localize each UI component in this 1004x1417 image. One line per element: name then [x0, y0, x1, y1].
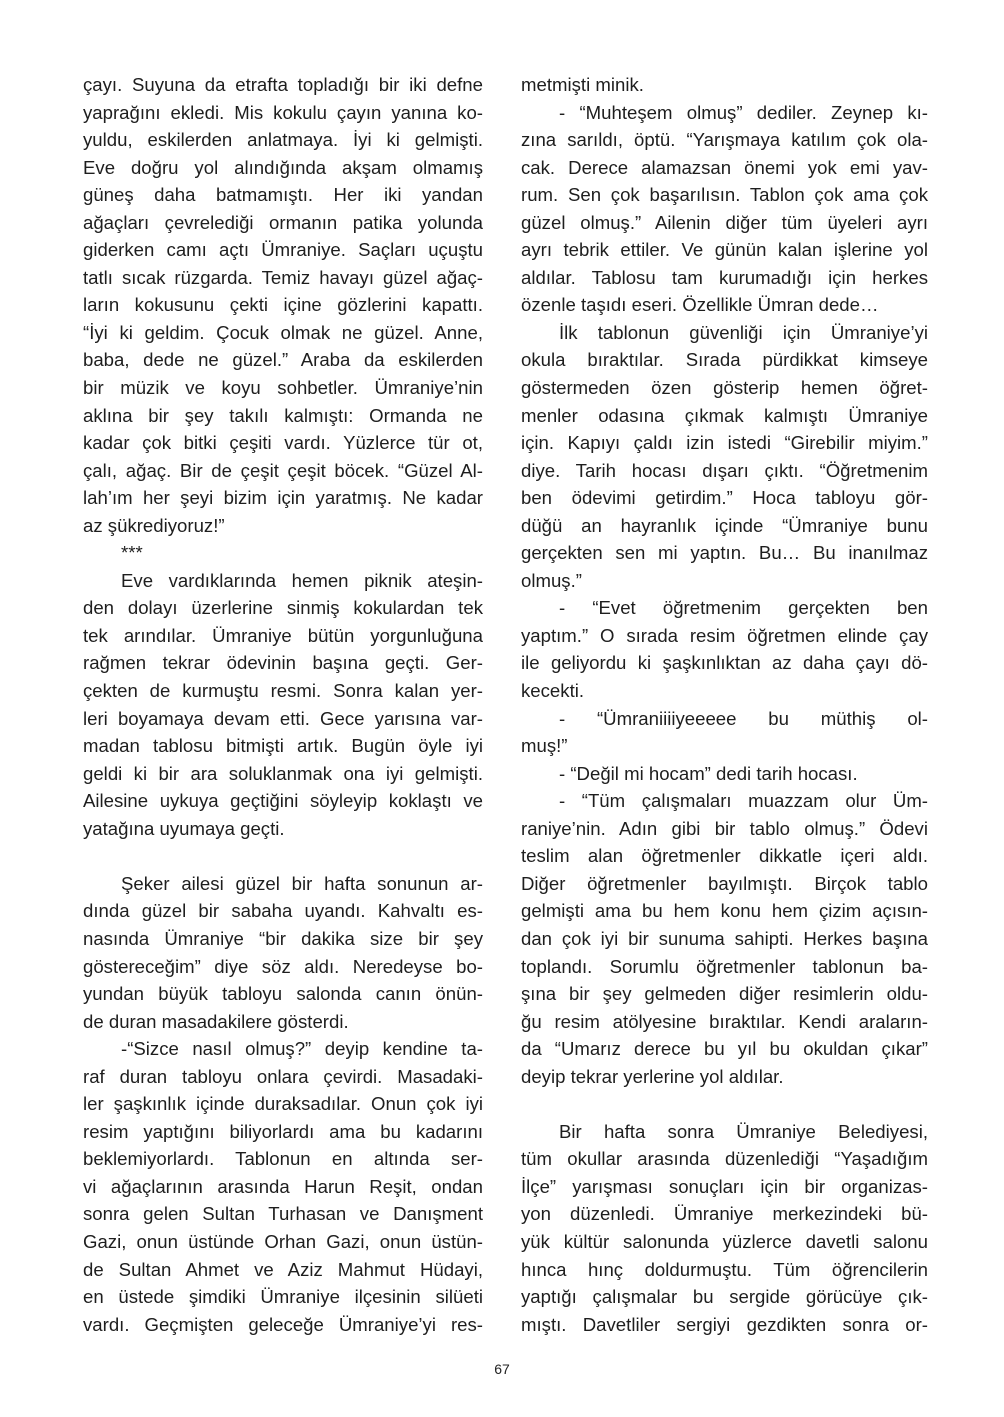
text-line: okula bıraktılar. Sırada pürdikkat kimseye	[521, 349, 928, 371]
text-line: deyip tekrar yerlerine yol aldılar.	[521, 1065, 784, 1087]
text-line: ile geliyordu ki şaşkınlıktan az daha çayı dö-	[521, 652, 928, 674]
text-line: sonra gelen Sultan Turhasan ve Danışment	[83, 1203, 483, 1225]
text-line: da “Umarız derece bu yıl bu okuldan çıkar”	[521, 1038, 928, 1060]
text-line: yuldu, eskilerden anlatmaya. İyi ki gelmişti.	[83, 129, 483, 151]
text-line: Eve doğru yol alındığında akşam olmamış	[83, 156, 483, 178]
text-line: vardı. Geçmişten geleceğe Ümraniye’yi res-	[83, 1313, 483, 1335]
text-line: Bir hafta sonra Ümraniye Belediyesi,	[559, 1120, 928, 1142]
text-line: yaptığı çalışmalar bu sergide görücüye çık-	[521, 1286, 928, 1308]
text-line: kadar çok bitki çeşiti vardı. Yüzlerce tür ot,	[83, 432, 483, 454]
text-line: ğu resim atölyesine bıraktılar. Kendi araların-	[521, 1010, 928, 1032]
text-line: “İyi ki geldim. Çocuk olmak ne güzel. Anne,	[83, 321, 483, 343]
text-line: -“Sizce nasıl olmuş?” deyip kendine ta-	[121, 1038, 483, 1060]
text-line: de Sultan Ahmet ve Aziz Mahmut Hüdayi,	[83, 1258, 483, 1280]
text-line: göstereceğim” diye söz aldı. Neredeyse bo-	[83, 955, 483, 977]
text-line: menler odasına çıkmak kalmıştı Ümraniye	[521, 404, 928, 426]
text-line: olmuş.”	[521, 569, 582, 591]
text-line: metmişti minik.	[521, 74, 644, 95]
text-line: beklemiyorlardı. Tablonun en altında ser-	[83, 1148, 483, 1170]
text-line: ayrı tebrik ettiler. Ve günün kalan işlerine yol	[521, 239, 928, 261]
text-line: düğü an hayranlık içinde “Ümraniye bunu	[521, 514, 928, 536]
text-line: İlk tablonun güvenliği için Ümraniye’yi	[559, 321, 928, 343]
text-line: resim yaptığını biliyorlardı ama bu kadarını	[83, 1120, 483, 1142]
text-line: - “Ümraniiiiyeeeee bu müthiş ol-	[559, 707, 928, 729]
text-line: gelmişti ama bu hem konu hem çizim açısın-	[521, 900, 928, 922]
text-line: dan çok iyi bir sunuma sahipti. Herkes başına	[521, 927, 928, 949]
text-line: için. Kapıyı çaldı izin istedi “Girebilir miyim.”	[521, 432, 928, 454]
text-line: hınca hınç doldurmuştu. Tüm öğrencilerin	[521, 1258, 928, 1280]
text-line: baba, dede ne güzel.” Araba da eskilerden	[83, 349, 483, 371]
blank-line	[83, 842, 483, 870]
text-line: yundan büyük tabloyu salonda canın önün-	[83, 983, 483, 1005]
text-line: yaprağını ekledi. Mis kokulu çayın yanına ko-	[83, 101, 483, 123]
text-line: yük kültür salonunda yüzlerce davetli salonu	[521, 1230, 928, 1252]
text-line: Eve vardıklarında hemen piknik ateşin-	[121, 569, 483, 591]
text-line: bir müzik ve koyu sohbetler. Ümraniye’nin	[83, 377, 483, 399]
text-line: özenle taşıdı eseri. Özellikle Ümran dede…	[521, 294, 879, 316]
text-line: nasında Ümraniye “bir dakika size bir şey	[83, 927, 483, 949]
text-line: cak. Derece alamazsan önemi yok emi yav-	[521, 156, 928, 178]
text-line: rağmen tekrar ödevinin başına geçti. Ger-	[83, 652, 483, 674]
text-line: ağaçları çevrelediği ormanın patika yolunda	[83, 211, 483, 233]
text-line: güneş daha batmamıştı. Her iki yandan	[83, 184, 483, 206]
text-line: dında güzel bir sabaha uyandı. Kahvaltı es-	[83, 900, 483, 922]
text-line: kecekti.	[521, 680, 585, 702]
blank-line	[521, 1090, 928, 1118]
text-line: ben ödevimi getirdim.” Hoca tabloyu gör-	[521, 487, 928, 509]
text-line: tatlı sıcak rüzgarda. Temiz havayı güzel ağaç-	[83, 266, 483, 288]
text-line: giderken camı açtı Ümraniye. Saçları uçuştu	[83, 239, 483, 261]
text-line: - “Muhteşem olmuş” dediler. Zeynep kı-	[559, 101, 928, 123]
text-line: az şükrediyoruz!”	[83, 514, 225, 536]
text-line: raniye’nin. Adın gibi bir tablo olmuş.” Ödevi	[521, 817, 928, 839]
text-line: zına sarıldı, öptü. “Yarışmaya katılım çok ola-	[521, 129, 928, 151]
text-line: diye. Tarih hocası dışarı çıktı. “Öğretmenim	[521, 459, 928, 481]
text-column-right	[521, 71, 928, 1338]
text-line: aldılar. Tablosu tam kurumadığı için herkes	[521, 266, 928, 288]
text-line: Diğer öğretmenler bayılmıştı. Birçok tablo	[521, 872, 928, 894]
text-line: aklına bir şey takılı kalmıştı: Ormanda ne	[83, 404, 483, 426]
text-line: teslim alan öğretmenler dikkatle içeri aldı.	[521, 845, 928, 867]
text-line: madan tablosu bitmişti artık. Bugün öyle iyi	[83, 735, 483, 757]
text-line: yon düzenledi. Ümraniye merkezindeki bü-	[521, 1203, 928, 1225]
text-line: leri boyamaya devam etti. Gece yarısına var-	[83, 707, 483, 729]
text-line: - “Evet öğretmenim gerçekten ben	[559, 597, 928, 619]
text-line: çayı. Suyuna da etrafta topladığı bir iki defne	[83, 74, 483, 95]
text-line: den dolayı üzerlerine sinmiş kokulardan tek	[83, 597, 483, 619]
text-line: en üstede şimdiki Ümraniye ilçesinin silüeti	[83, 1286, 483, 1308]
text-line: göstermeden özen gösterip hemen öğret-	[521, 377, 928, 399]
text-line: tüm okullar arasında düzenlediği “Yaşadığım	[521, 1148, 928, 1170]
text-line: geldi ki bir ara soluklanmak ona iyi gelmişti.	[83, 762, 483, 784]
text-line: İlçe” yarışması sonuçları için bir organizas-	[521, 1175, 928, 1197]
text-line: şına bir şey gelmeden diğer resimlerin oldu-	[521, 983, 928, 1005]
text-line: ler şaşkınlık içinde duraksadılar. Onun çok iyi	[83, 1093, 483, 1115]
text-line: Gazi, onun üstünde Orhan Gazi, onun üstün-	[83, 1230, 483, 1252]
text-line: çekten de kurmuştu resmi. Sonra kalan yer-	[83, 680, 483, 702]
text-line: lah’ım her şeyi bizim için yaratmış. Ne kadar	[83, 487, 483, 509]
text-line: Ailesine uykuya geçtiğini söyleyip koklaştı ve	[83, 790, 483, 812]
text-line: vi ağaçlarının arasında Harun Reşit, ondan	[83, 1175, 483, 1197]
text-line: tek arındılar. Ümraniye bütün yorgunluğuna	[83, 624, 483, 646]
text-line: - “Değil mi hocam” dedi tarih hocası.	[559, 762, 858, 784]
text-line: raf duran tabloyu onlara çevirdi. Masadaki-	[83, 1065, 483, 1087]
text-line: gerçekten sen mi yaptın. Bu… Bu inanılmaz	[521, 542, 928, 564]
text-line: çalı, ağaç. Bir de çeşit çeşit böcek. “Güzel Al-	[83, 459, 483, 481]
text-line: muş!”	[521, 735, 568, 757]
text-line: Şeker ailesi güzel bir hafta sonunun ar-	[121, 872, 483, 894]
text-line: toplandı. Sorumlu öğretmenler tablonun ba-	[521, 955, 928, 977]
text-line: mıştı. Davetliler sergiyi gezdikten sonra or-	[521, 1313, 928, 1335]
text-line: ların kokusunu çekti içine gözlerini kapattı.	[83, 294, 483, 316]
text-line: ***	[121, 542, 143, 564]
text-line: de duran masadakilere gösterdi.	[83, 1010, 349, 1032]
text-line: rum. Sen çok başarılısın. Tablon çok ama çok	[521, 184, 928, 206]
text-line: yatağına uyumaya geçti.	[83, 817, 285, 839]
page-number: 67	[494, 1361, 510, 1377]
text-line: - “Tüm çalışmaları muazzam olur Üm-	[559, 790, 928, 812]
text-line: yaptım.” O sırada resim öğretmen elinde çay	[521, 624, 928, 646]
text-line: güzel olmuş.” Ailenin diğer tüm üyeleri ayrı	[521, 211, 928, 233]
text-column-left	[83, 71, 483, 1338]
